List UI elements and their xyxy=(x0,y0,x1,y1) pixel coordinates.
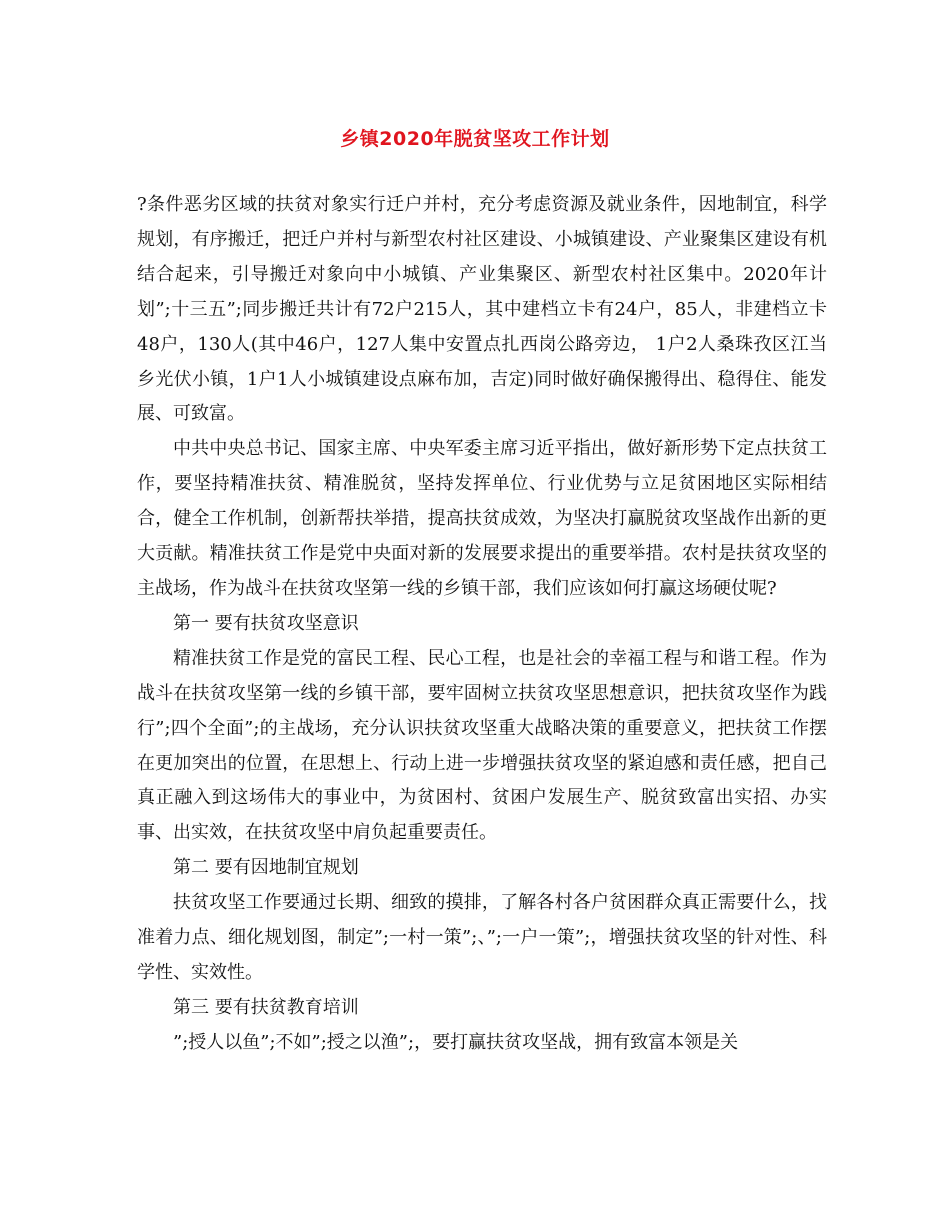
document-body xyxy=(137,188,827,1061)
paragraph-planning: 扶贫攻坚工作要通过长期、细致的摸排，了解各村各户贫困群众真正需要什么，找准着力点、细化规划图，制定”;一村一策”;、”;一户一策”;，增强扶贫攻坚的针对性、科学性、实效性。 xyxy=(137,892,827,983)
section-heading-2: 第二 要有因地制宜规划 xyxy=(173,857,359,879)
document-title: 乡镇2020年脱贫坚攻工作计划 xyxy=(340,128,610,150)
section-heading-3: 第三 要有扶贫教育培训 xyxy=(173,996,359,1018)
paragraph-awareness: 精准扶贫工作是党的富民工程、民心工程，也是社会的幸福工程与和谐工程。作为战斗在扶贫攻坚第一线的乡镇干部，要牢固树立扶贫攻坚思想意识，把扶贫攻坚作为践行”;四个全面”;的主战场，充分认识扶贫攻坚重大战略决策的重要意义，把扶贫工作摆在更加突出的位置，在思想上、行动上进一步增强扶贫攻坚的紧迫感和责任感，把自己真正融入到这场伟大的事业中，为贫困村、贫困户发展生产、脱贫致富出实招、办实事、出实效，在扶贫攻坚中肩负起重要责任。 xyxy=(137,647,827,844)
paragraph-training: ”;授人以鱼”;不如”;授之以渔”;，要打赢扶贫攻坚战，拥有致富本领是关 xyxy=(173,1031,739,1053)
section-heading-1: 第一 要有扶贫攻坚意识 xyxy=(173,612,359,634)
paragraph-relocation: ?条件恶劣区域的扶贫对象实行迁户并村，充分考虑资源及就业条件，因地制宜，科学规划，有序搬迁，把迁户并村与新型农村社区建设、小城镇建设、产业聚集区建设有机结合起来，引导搬迁对象向中小城镇、产业集聚区、新型农村社区集中。2020年计划”;十三五”;同步搬迁共计有72户215人，其中建档立卡有24户，85人，非建档立卡48户，130人(其中46户，127人集中安置点扎西岗公路旁边， 1户2人桑珠孜区江当乡光伏小镇，1户1人小城镇建设点麻布加，吉定)同时做好确保搬得出、稳得住、能发展、可致富。 xyxy=(137,194,827,425)
paragraph-xi-quote: 中共中央总书记、国家主席、中央军委主席习近平指出，做好新形势下定点扶贫工作，要坚持精准扶贫、精准脱贫，坚持发挥单位、行业优势与立足贫困地区实际相结合，健全工作机制，创新帮扶举措，提高扶贫成效，为坚决打赢脱贫攻坚战作出新的更大贡献。精准扶贫工作是党中央面对新的发展要求提出的重要举措。农村是扶贫攻坚的主战场，作为战斗在扶贫攻坚第一线的乡镇干部，我们应该如何打赢这场硬仗呢? xyxy=(137,438,827,599)
